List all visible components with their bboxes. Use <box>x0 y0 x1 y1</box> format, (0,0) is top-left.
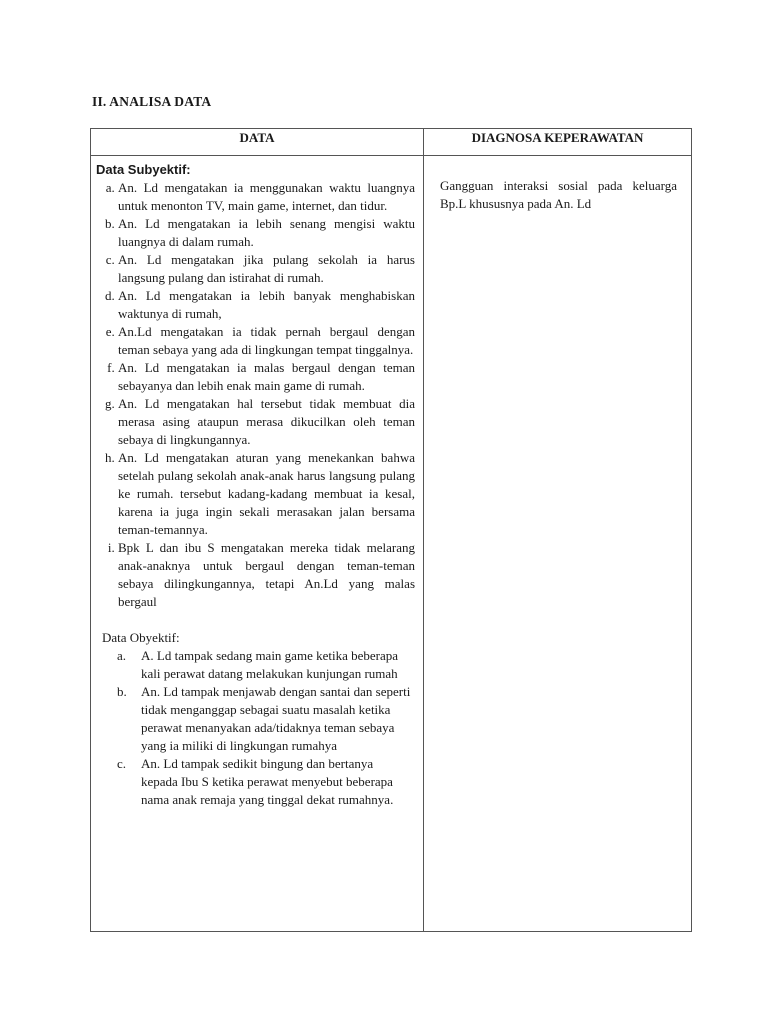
list-item <box>117 683 411 755</box>
list-item: i. Bpk L dan ibu S mengatakan mereka tidak melarang anak-anaknya untuk bergaul dengan teman-teman sebaya dilingkungannya, tetapi An.Ld yang malas bergaul <box>118 539 415 611</box>
header-data: DATA <box>91 129 424 156</box>
list-item: h. An. Ld mengatakan aturan yang menekankan bahwa setelah pulang sekolah anak-anak harus langsung pulang ke rumah. tersebut kadang-kadang membuat ia kesal, karena ia juga ingin sekali merasakan jalan bersama teman-temannya. <box>118 449 415 539</box>
list-item: d. An. Ld mengatakan ia lebih banyak menghabiskan waktunya di rumah, <box>118 287 415 323</box>
header-diagnosis: DIAGNOSA KEPERAWATAN <box>424 129 692 156</box>
list-marker: a. <box>117 648 127 663</box>
subjective-list <box>96 179 415 611</box>
objective-list <box>96 647 415 809</box>
list-item-text: A. Ld tampak sedang main game ketika beberapa kali perawat datang melakukan kunjungan rumah <box>141 648 399 681</box>
list-marker: c. <box>117 756 127 771</box>
subjective-title: Data Subyektif: <box>96 162 191 177</box>
list-item: f. An. Ld mengatakan ia malas bergaul dengan teman sebayanya dan lebih enak main game di rumah. <box>118 359 415 395</box>
list-item: e. An.Ld mengatakan ia tidak pernah bergaul dengan teman sebaya yang ada di lingkungan tempat tinggalnya. <box>118 323 415 359</box>
list-item-text: An. Ld tampak sedikit bingung dan bertanya kepada Ibu S ketika perawat menyebut beberapa nama anak remaja yang tinggal dekat rumahnya. <box>141 756 394 807</box>
table-row <box>91 156 692 932</box>
section-heading: II. ANALISA DATA <box>92 94 212 109</box>
list-item <box>117 647 411 683</box>
objective-title: Data Obyektif: <box>102 630 180 645</box>
diagnosis-text: Gangguan interaksi sosial pada keluarga Bp.L khususnya pada An. Ld <box>440 178 677 211</box>
list-item-text: An. Ld tampak menjawab dengan santai dan seperti tidak menganggap sebagai suatu masalah ketika perawat menanyakan ada/tidaknya teman sebaya yang ia miliki di lingkungan rumahya <box>141 684 411 753</box>
list-item: c. An. Ld mengatakan jika pulang sekolah ia harus langsung pulang dan istirahat di rumah. <box>118 251 415 287</box>
list-item <box>117 755 411 809</box>
list-marker: b. <box>117 684 127 699</box>
diagnosis-cell <box>424 156 692 932</box>
list-item: b. An. Ld mengatakan ia lebih senang mengisi waktu luangnya di dalam rumah. <box>118 215 415 251</box>
list-item: a. An. Ld mengatakan ia menggunakan waktu luangnya untuk menonton TV, main game, internet, dan tidur. <box>118 179 415 215</box>
table-header-row <box>91 129 692 156</box>
analysis-table <box>90 128 692 932</box>
data-cell <box>91 156 424 932</box>
list-item: g. An. Ld mengatakan hal tersebut tidak membuat dia merasa asing ataupun merasa dikucilkan oleh teman sebaya di lingkungannya. <box>118 395 415 449</box>
